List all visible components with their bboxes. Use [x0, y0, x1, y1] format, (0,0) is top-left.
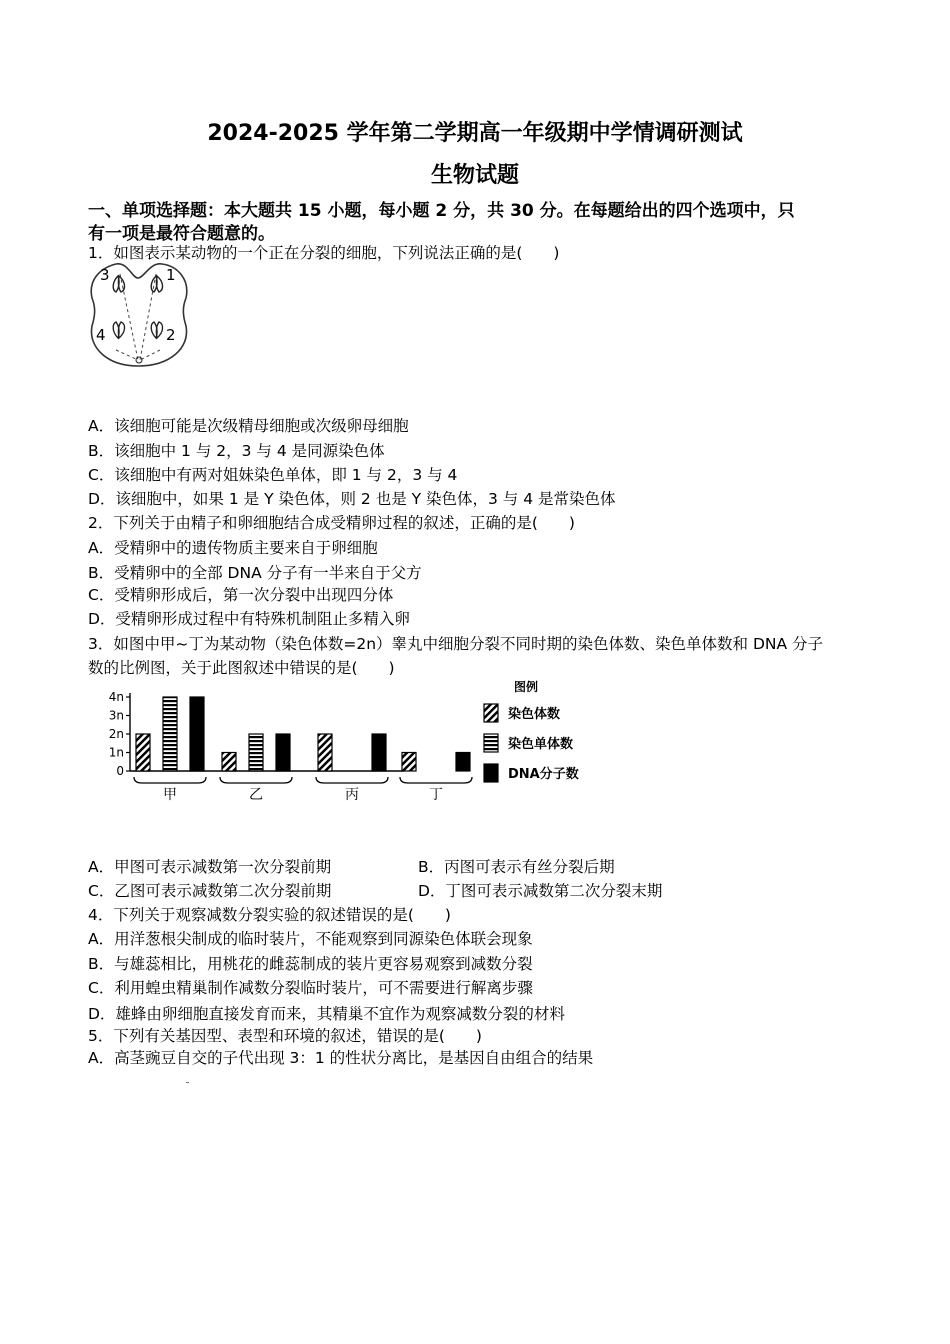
y-tick-label: 3n: [108, 708, 124, 723]
bar-3-4: [456, 753, 470, 772]
category-label: 甲: [163, 787, 177, 803]
q4-option-c: C．利用蝗虫精巢制作减数分裂临时装片，可不需要进行解离步骤: [88, 979, 533, 997]
bar-1-3: [318, 734, 332, 771]
bar-2-1: [163, 697, 177, 771]
bar-3-3: [372, 734, 386, 771]
chromosome-label-1: 1: [166, 266, 176, 284]
y-tick-label: 0: [116, 764, 124, 778]
q5-option-a: A．高茎豌豆自交的子代出现 3：1 的性状分离比，是基因自由组合的结果: [88, 1049, 594, 1067]
q2-stem: 2．下列关于由精子和卵细胞结合成受精卵过程的叙述，正确的是( ): [88, 514, 575, 532]
category-bracket: [134, 777, 206, 783]
q3-stem-line-1: 3．如图中甲~丁为某动物（染色体数=2n）睾丸中细胞分裂不同时期的染色体数、染色单体数和 DNA 分子: [88, 635, 824, 653]
bar-1-4: [402, 753, 416, 772]
page-title: 2024-2025 学年第二学期高一年级期中学情调研测试: [207, 121, 743, 146]
y-tick-label: 1n: [108, 745, 124, 760]
bar-3-1: [190, 697, 204, 771]
q3-option-d: D．丁图可表示减数第二次分裂末期: [418, 882, 663, 900]
legend-label-2: 染色单体数: [508, 737, 574, 752]
q1-stem: 1．如图表示某动物的一个正在分裂的细胞，下列说法正确的是( ): [88, 244, 560, 262]
chromosome-label-2: 2: [166, 326, 176, 344]
legend-swatch-1: [484, 704, 498, 722]
q4-option-b: B．与雄蕊相比，用桃花的雌蕊制成的装片更容易观察到减数分裂: [88, 955, 533, 973]
q4-option-a: A．用洋葱根尖制成的临时装片，不能观察到同源染色体联会现象: [88, 930, 533, 948]
q2-option-d: D．受精卵形成过程中有特殊机制阻止多精入卵: [88, 610, 410, 628]
q3-option-b: B．丙图可表示有丝分裂后期: [418, 858, 615, 876]
legend-swatch-3: [484, 764, 498, 782]
page-subtitle: 生物试题: [430, 163, 519, 188]
y-tick-label: 4n: [108, 690, 124, 704]
q3-option-c: C．乙图可表示减数第二次分裂前期: [88, 882, 332, 900]
legend-title: 图例: [514, 680, 539, 694]
chromosome-1: [151, 276, 162, 292]
section-heading-line-2: 有一项是最符合题意的。: [88, 224, 275, 244]
bar-1-2: [222, 753, 236, 772]
bar-3-2: [276, 734, 290, 771]
q1-option-b: B．该细胞中 1 与 2，3 与 4 是同源染色体: [88, 442, 385, 460]
q4-stem: 4．下列关于观察减数分裂实验的叙述错误的是( ): [88, 906, 451, 924]
category-bracket: [400, 777, 472, 783]
q4-option-d: D．雄蜂由卵细胞直接发育而来，其精巢不宜作为观察减数分裂的材料: [88, 1005, 565, 1023]
y-tick-label: 2n: [108, 727, 124, 741]
centrosome: [136, 357, 142, 363]
chromosome-4: [113, 322, 124, 338]
q2-option-c: C．受精卵形成后，第一次分裂中出现四分体: [88, 586, 394, 604]
category-label: 乙: [249, 787, 263, 803]
legend-label-1: 染色体数: [508, 707, 561, 722]
chromosome-2: [151, 322, 162, 338]
chromosome-label-4: 4: [96, 326, 106, 344]
q1-option-c: C．该细胞中有两对姐妹染色单体，即 1 与 2，3 与 4: [88, 466, 458, 484]
page-mark: [186, 1082, 189, 1083]
q2-option-a: A．受精卵中的遗传物质主要来自于卵细胞: [88, 539, 378, 557]
q3-stem-line-2: 数的比例图，关于此图叙述中错误的是( ): [88, 659, 395, 677]
legend-label-3: DNA分子数: [508, 767, 579, 782]
category-bracket: [220, 777, 292, 783]
legend-swatch-2: [484, 734, 498, 752]
q5-stem: 5．下列有关基因型、表型和环境的叙述，错误的是( ): [88, 1027, 482, 1045]
q3-bar-chart: [86, 676, 616, 806]
section-heading-line-1: 一、单项选择题：本大题共 15 小题，每小题 2 分，共 30 分。在每题给出的四个选项中，只: [88, 201, 795, 221]
q1-cell-figure: [86, 260, 192, 370]
category-bracket: [316, 777, 388, 783]
bar-1-1: [136, 734, 150, 771]
q3-option-a: A．甲图可表示减数第一次分裂前期: [88, 858, 332, 876]
chromosome-3: [113, 276, 124, 292]
q1-option-a: A．该细胞可能是次级精母细胞或次级卵母细胞: [88, 417, 409, 435]
bar-2-2: [249, 734, 263, 771]
chromosome-label-3: 3: [100, 266, 110, 284]
category-label: 丙: [345, 787, 359, 803]
q1-option-d: D．该细胞中，如果 1 是 Y 染色体，则 2 也是 Y 染色体，3 与 4 是常染色体: [88, 490, 616, 508]
q2-option-b: B．受精卵中的全部 DNA 分子有一半来自于父方: [88, 564, 422, 582]
category-label: 丁: [429, 787, 443, 803]
